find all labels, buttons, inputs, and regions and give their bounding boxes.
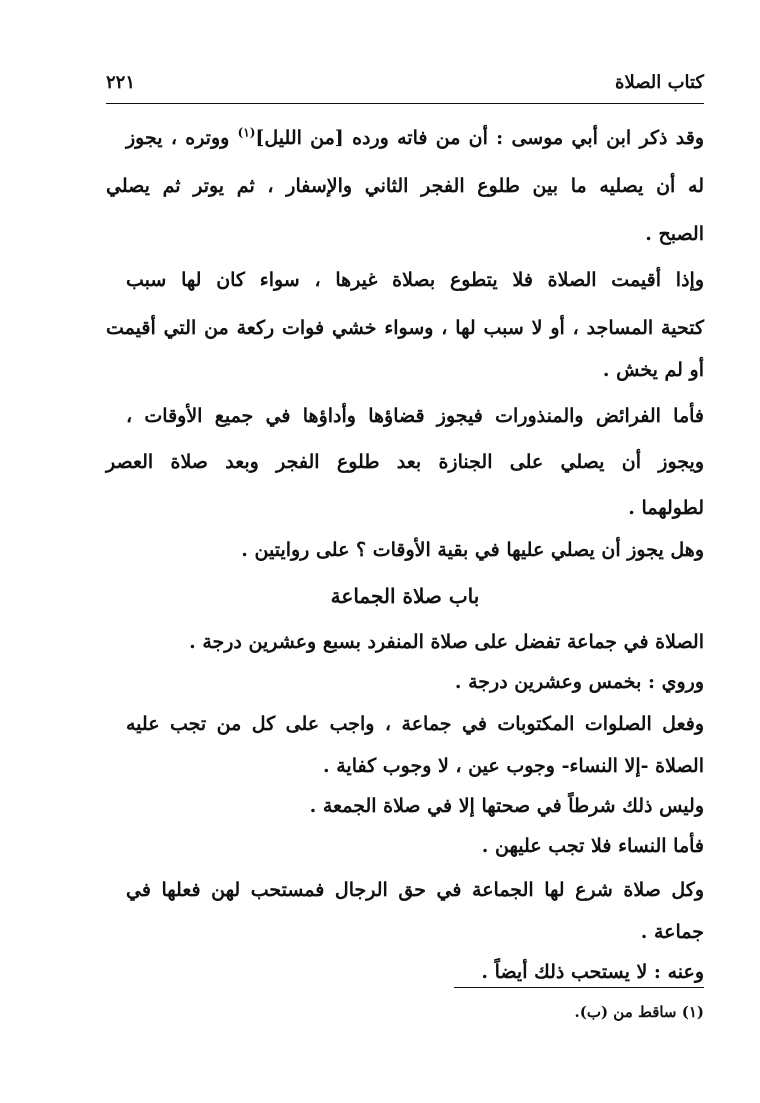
text-line: ويجوز أن يصلي على الجنازة بعد طلوع الفجر وبعد صلاة العصر bbox=[106, 451, 704, 473]
text-line: وفعل الصلوات المكتوبات في جماعة ، واجب على كل من تجب عليه bbox=[126, 713, 704, 735]
section-heading: باب صلاة الجماعة bbox=[330, 584, 480, 608]
footnote-rule bbox=[454, 987, 704, 988]
page-number: ٢٢١ bbox=[106, 72, 136, 93]
text-line: وليس ذلك شرطاً في صحتها إلا في صلاة الجمعة . bbox=[309, 795, 704, 817]
text-line: جماعة . bbox=[640, 921, 704, 943]
text-line: وعنه : لا يستحب ذلك أيضاً . bbox=[481, 961, 704, 983]
text-line: فأما النساء فلا تجب عليهن . bbox=[481, 835, 704, 857]
running-header bbox=[106, 70, 704, 100]
text-line: فأما الفرائض والمنذورات فيجوز قضاؤها وأداؤها في جميع الأوقات ، bbox=[126, 405, 704, 427]
text-line: وروي : بخمس وعشرين درجة . bbox=[454, 671, 704, 693]
text-line: كتحية المساجد ، أو لا سبب لها ، وسواء خشي فوات ركعة من التي أقيمت bbox=[106, 317, 704, 339]
text-line: لطولهما . bbox=[628, 497, 704, 519]
text-line: وكل صلاة شرع لها الجماعة في حق الرجال فمستحب لهن فعلها في bbox=[126, 879, 704, 901]
text-line: وهل يجوز أن يصلي عليها في بقية الأوقات ؟ على روايتين . bbox=[241, 539, 704, 561]
text-line: وإذا أقيمت الصلاة فلا يتطوع بصلاة غيرها ، سواء كان لها سبب bbox=[126, 269, 704, 291]
footnote-marker: (١) bbox=[237, 125, 256, 140]
text-line: أو لم يخش . bbox=[602, 359, 704, 381]
text-line: الصبح . bbox=[645, 223, 704, 245]
book-title: كتاب الصلاة bbox=[615, 72, 704, 93]
text-line: وقد ذكر ابن أبي موسى : أن من فاته ورده [من الليل]$^{(١)}$ ووتره ، يجوز bbox=[126, 125, 704, 149]
header-rule bbox=[106, 103, 704, 104]
text-line: له أن يصليه ما بين طلوع الفجر الثاني والإسفار ، ثم يوتر ثم يصلي bbox=[106, 175, 704, 197]
text-line: الصلاة -إلا النساء- وجوب عين ، لا وجوب كفاية . bbox=[322, 755, 704, 777]
footnote: (١) ساقط من (ب). bbox=[574, 1003, 704, 1021]
text-line: الصلاة في جماعة تفضل على صلاة المنفرد بسبع وعشرين درجة . bbox=[189, 631, 704, 653]
